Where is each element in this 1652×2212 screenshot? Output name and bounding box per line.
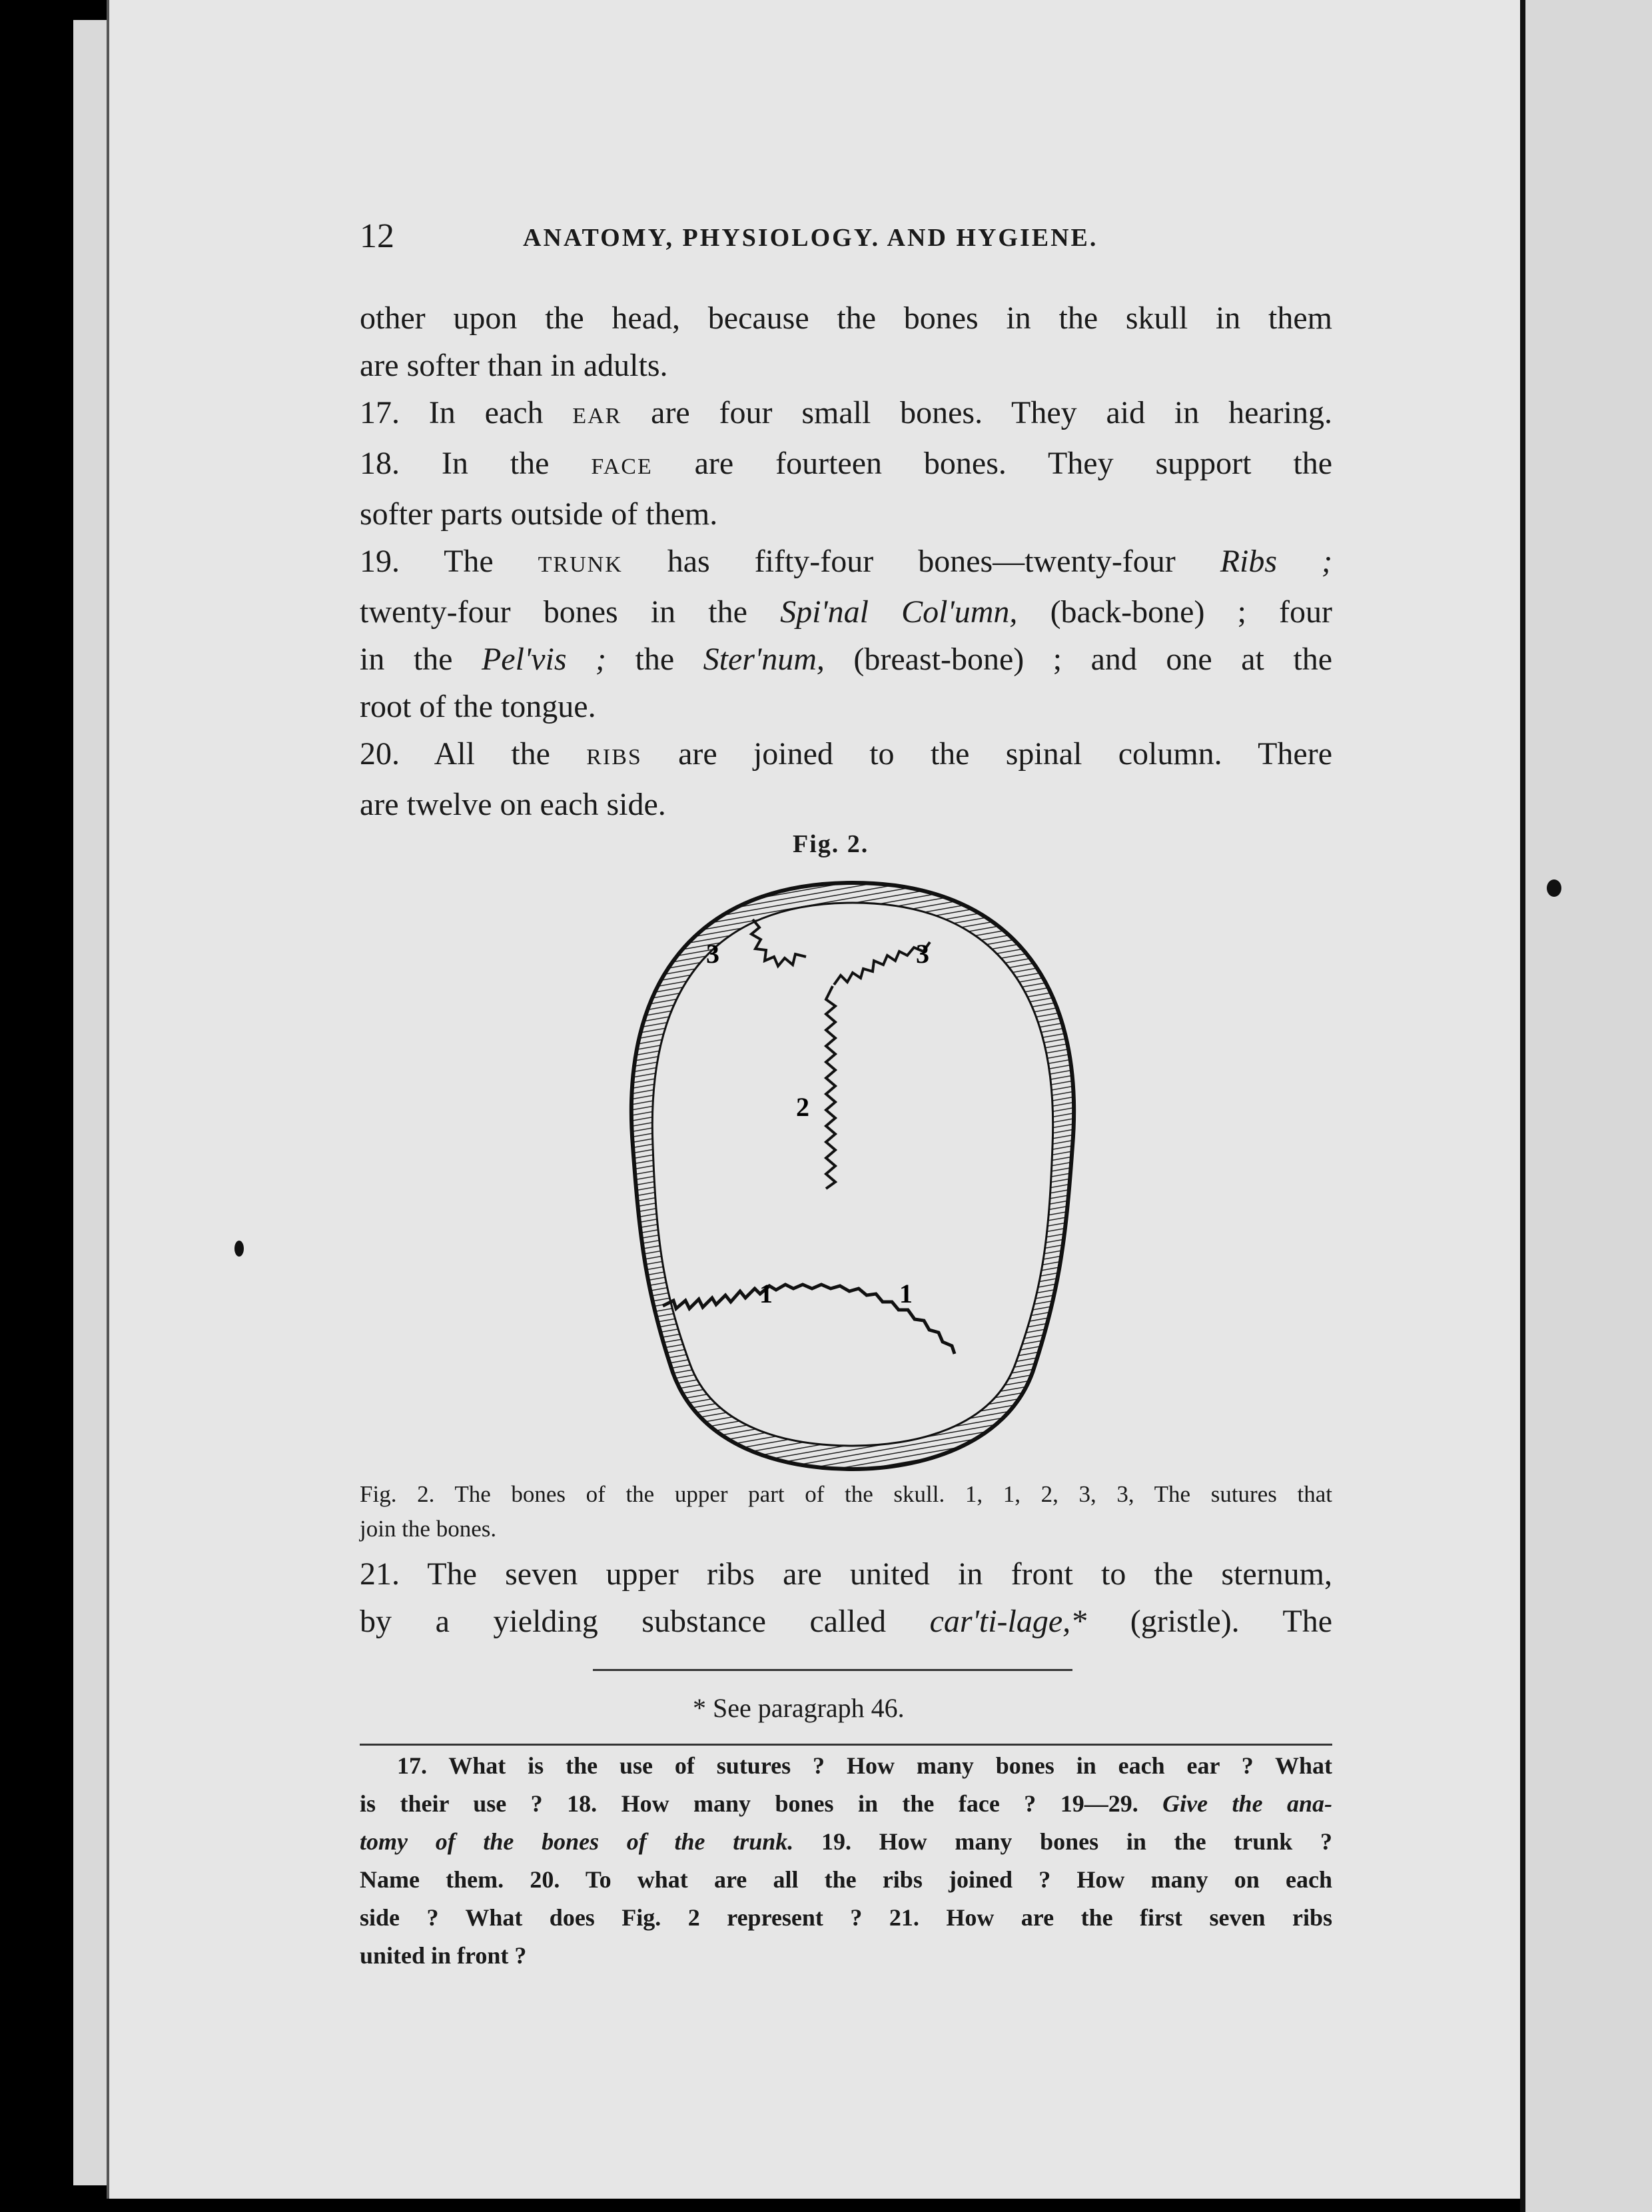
paragraph-line: twenty-four bones in the Spi'nal Col'umn, (back-bone) ; four	[360, 594, 1333, 630]
body-text-top	[360, 294, 1332, 828]
suture-number: 1	[899, 1279, 913, 1309]
paragraph-18: 18. In the FACE are fourteen bones. They support the	[360, 446, 1333, 481]
paragraph-21: 21. The seven upper ribs are united in front to the sternum,	[360, 1556, 1332, 1592]
question-line: 17. What is the use of sutures ? How many bones in each ear ? What	[397, 1752, 1332, 1779]
footnote-rule	[593, 1669, 1072, 1671]
paragraph-line: are twelve on each side.	[360, 787, 666, 822]
figure-caption	[360, 1477, 1332, 1546]
paragraph-line: are softer than in adults.	[360, 348, 668, 383]
caption-line: join the bones.	[360, 1516, 497, 1542]
paragraph-line: by a yielding substance called car'ti-lage,* (gristle). The	[360, 1604, 1332, 1639]
suture-number: 1	[759, 1279, 773, 1309]
paragraph-17: 17. In each EAR are four small bones. They aid in hearing.	[360, 395, 1332, 430]
ink-spot	[234, 1241, 244, 1257]
suture-number: 3	[916, 939, 929, 969]
suture-number: 3	[706, 939, 719, 969]
caption-line: Fig. 2. The bones of the upper part of the skull. 1, 1, 2, 3, 3, The sutures that	[360, 1481, 1332, 1507]
paragraph-line: root of the tongue.	[360, 689, 596, 724]
page-header	[360, 217, 1332, 263]
questions-rule	[360, 1744, 1332, 1746]
question-line: is their use ? 18. How many bones in the face ? 19—29. Give the ana-	[360, 1790, 1333, 1817]
question-line: side ? What does Fig. 2 represent ? 21. How are the first seven ribs	[360, 1904, 1332, 1931]
question-line: Name them. 20. To what are all the ribs joined ? How many on each	[360, 1866, 1332, 1893]
running-head: ANATOMY, PHYSIOLOGY. AND HYGIENE.	[523, 224, 1098, 252]
footnote: * See paragraph 46.	[693, 1693, 905, 1723]
skull-inner-edge	[652, 903, 1052, 1446]
body-text-bottom	[360, 1550, 1332, 1645]
review-questions	[360, 1747, 1332, 1975]
paragraph-20: 20. All the RIBS are joined to the spinal column. There	[360, 736, 1332, 772]
suture-number: 2	[796, 1092, 809, 1122]
paragraph-line: softer parts outside of them.	[360, 496, 718, 532]
paragraph-line: other upon the head, because the bones in the skull in them	[360, 300, 1332, 336]
skull-illustration	[600, 866, 1106, 1492]
paragraph-19: 19. The TRUNK has fifty-four bones—twenty-four Ribs ;	[360, 544, 1332, 579]
ink-spot	[1547, 879, 1561, 897]
figure-label: Fig. 2.	[793, 830, 869, 858]
next-page-edge	[1525, 0, 1652, 2212]
paragraph-line: in the Pel'vis ; the Ster'num, (breast-bone) ; and one at the	[360, 642, 1332, 677]
page-number: 12	[360, 217, 394, 255]
question-line: tomy of the bones of the trunk. 19. How many bones in the trunk ?	[360, 1828, 1332, 1855]
question-line: united in front ?	[360, 1942, 527, 1969]
